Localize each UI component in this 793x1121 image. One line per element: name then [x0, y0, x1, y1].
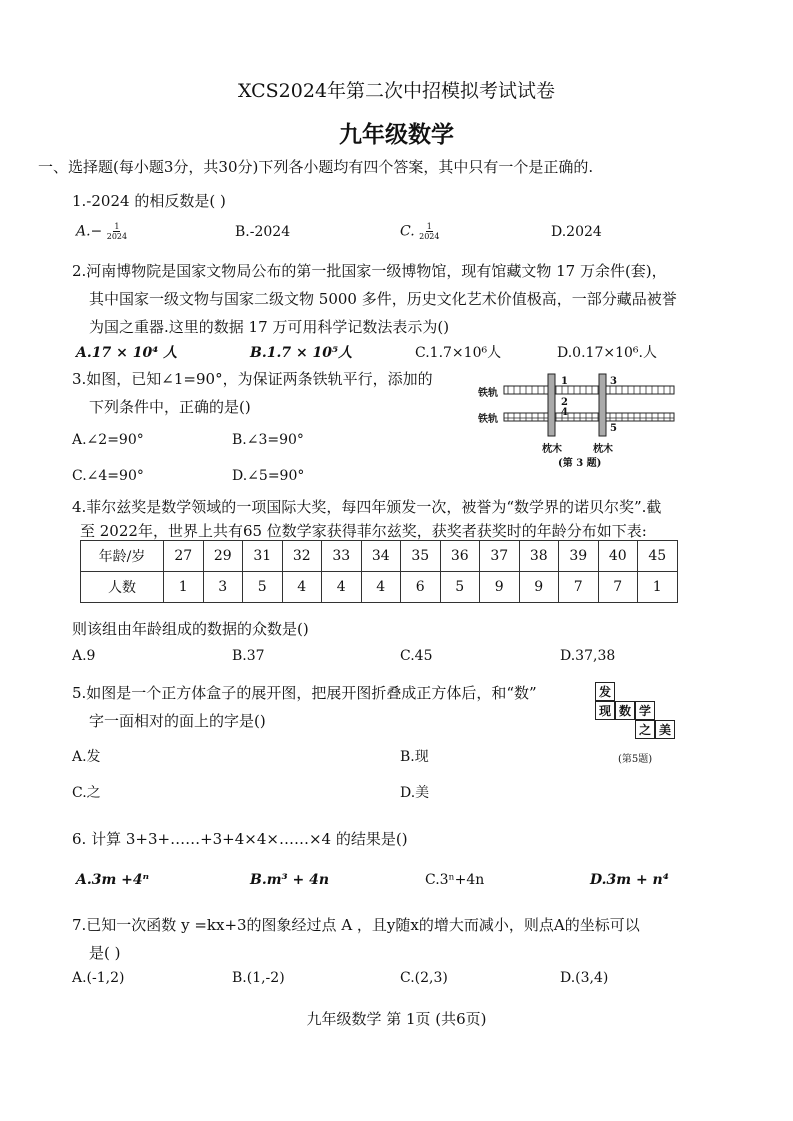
net-face-zhi: 之 — [635, 720, 655, 739]
q2-option-d: D.0.17×10⁶.人 — [557, 345, 657, 361]
net-face-fa: 发 — [595, 682, 615, 701]
table-header-age: 年龄/岁 — [81, 541, 164, 572]
railway-drawing — [478, 370, 678, 466]
age-distribution-table — [80, 540, 678, 603]
table-cell: 3 — [203, 572, 243, 603]
q7-option-a: A.(-1,2) — [72, 970, 125, 986]
q5-option-a: A.发 — [72, 749, 101, 765]
q5-option-d: D.美 — [400, 785, 430, 801]
q2-line3: 为国之重器.这里的数据 17 万可用科学记数法表示为() — [89, 318, 450, 336]
q4-option-a: A.9 — [72, 648, 96, 664]
q7-line2: 是( ) — [89, 944, 121, 962]
q7-option-d: D.(3,4) — [560, 970, 609, 986]
table-cell: 36 — [440, 541, 480, 572]
net-face-shu: 数 — [615, 701, 635, 720]
q1-c-prefix: C. — [400, 223, 415, 240]
table-cell: 1 — [638, 572, 678, 603]
angle-1-label: 1 — [561, 376, 568, 387]
q4-option-d: D.37,38 — [560, 648, 616, 664]
table-cell: 32 — [282, 541, 322, 572]
q2-option-c: C.1.7×10⁶人 — [415, 345, 502, 361]
table-cell: 9 — [519, 572, 559, 603]
table-cell: 7 — [598, 572, 638, 603]
q5-option-b: B.现 — [400, 749, 429, 765]
net-face-mei: 美 — [655, 720, 675, 739]
q4-line2: 至 2022年，世界上共有65 位数学家获得菲尔兹奖，获奖者获奖时的年龄分布如下表: — [80, 522, 647, 540]
exam-title: XCS2024年第二次中招模拟考试试卷 — [237, 80, 556, 102]
q4-line1: 4.菲尔兹奖是数学领域的一项国际大奖，每四年颁发一次，被誉为“数学界的诺贝尔奖”.截 — [72, 498, 662, 516]
angle-3-label: 3 — [610, 376, 617, 387]
table-cell: 34 — [361, 541, 401, 572]
q2-option-a: A.17 × 10⁴ 人 — [76, 345, 178, 361]
page-footer: 九年级数学 第 1页 (共6页) — [306, 1010, 487, 1028]
table-cell: 27 — [164, 541, 204, 572]
q3-option-b: B.∠3=90° — [232, 432, 304, 448]
frac-den: 2024 — [106, 232, 128, 241]
table-cell: 4 — [322, 572, 362, 603]
angle-4-label: 4 — [561, 407, 568, 418]
q1-option-b: B.-2024 — [235, 224, 291, 240]
q6-option-b: B.m³ + 4n — [250, 872, 330, 888]
q4-option-c: C.45 — [400, 648, 433, 664]
table-cell: 7 — [559, 572, 599, 603]
q7-option-b: B.(1,-2) — [232, 970, 285, 986]
table-cell: 40 — [598, 541, 638, 572]
q6-stem: 6. 计算 3+3+……+3+4×4×……×4 的结果是() — [72, 830, 408, 848]
q2-line1: 2.河南博物院是国家文物局公布的第一批国家一级博物馆，现有馆藏文物 17 万余件(套)， — [72, 262, 667, 280]
rail-label-bottom: 铁轨 — [478, 414, 498, 425]
table-cell: 4 — [361, 572, 401, 603]
q3-figure-caption: (第 3 题) — [558, 458, 602, 469]
q6-option-a: A.3m +4ⁿ — [76, 872, 150, 888]
exam-subtitle: 九年级数学 — [339, 121, 454, 148]
table-cell: 6 — [401, 572, 441, 603]
q4-option-b: B.37 — [232, 648, 265, 664]
q3-option-d: D.∠5=90° — [232, 468, 305, 484]
q1-c-fraction — [419, 222, 439, 241]
table-header-count: 人数 — [81, 572, 164, 603]
table-cell: 5 — [440, 572, 480, 603]
q1-option-a — [76, 222, 127, 241]
frac-num: 1 — [426, 222, 432, 231]
q1-a-prefix: A.− — [76, 223, 103, 240]
net-face-xue: 学 — [635, 701, 655, 720]
q1-option-c — [400, 222, 439, 241]
q3-line1: 3.如图，已知∠1=90°，为保证两条铁轨平行，添加的 — [72, 370, 433, 388]
angle-5-label: 5 — [610, 423, 617, 434]
q5-line2: 字一面相对的面上的字是() — [89, 712, 266, 730]
table-cell: 4 — [282, 572, 322, 603]
table-cell: 38 — [519, 541, 559, 572]
q1-a-fraction — [107, 222, 127, 241]
section1-heading: 一、选择题(每小题3分，共30分)下列各小题均有四个答案，其中只有一个是正确的. — [38, 158, 594, 176]
q6-option-c: C.3ⁿ+4n — [425, 872, 485, 888]
q5-figure-caption: (第5题) — [618, 754, 653, 765]
q2-option-b: B.1.7 × 10⁵人 — [250, 345, 353, 361]
q4-question: 则该组由年龄组成的数据的众数是() — [72, 620, 309, 638]
frac-num: 1 — [114, 222, 120, 231]
table-row — [81, 572, 678, 603]
angle-2-label: 2 — [561, 397, 568, 408]
q6-option-d: D.3m + n⁴ — [590, 872, 669, 888]
q3-option-c: C.∠4=90° — [72, 468, 144, 484]
q3-line2: 下列条件中，正确的是() — [89, 398, 251, 416]
rail-label-top: 铁轨 — [478, 388, 498, 399]
q3-option-a: A.∠2=90° — [72, 432, 144, 448]
q5-line1: 5.如图是一个正方体盒子的展开图，把展开图折叠成正方体后，和“数” — [72, 684, 537, 702]
table-cell: 1 — [164, 572, 204, 603]
table-cell: 31 — [243, 541, 283, 572]
table-row — [81, 541, 678, 572]
q5-option-c: C.之 — [72, 785, 101, 801]
q1-stem: 1.-2024 的相反数是( ) — [72, 192, 226, 210]
sleeper-label-left: 枕木 — [542, 444, 562, 455]
table-cell: 5 — [243, 572, 283, 603]
q1-option-d: D.2024 — [551, 224, 602, 240]
table-cell: 9 — [480, 572, 520, 603]
q7-line1: 7.已知一次函数 y =kx+3的图象经过点 A ，且y随x的增大而减小，则点A的坐标可以 — [72, 916, 640, 934]
table-cell: 29 — [203, 541, 243, 572]
table-cell: 37 — [480, 541, 520, 572]
sleeper-label-right: 枕木 — [593, 444, 613, 455]
q2-line2: 其中国家一级文物与国家二级文物 5000 多件，历史文化艺术价值极高，一部分藏品被誉 — [89, 290, 677, 308]
q7-option-c: C.(2,3) — [400, 970, 448, 986]
net-face-xian: 现 — [595, 701, 615, 720]
q3-figure — [478, 370, 678, 469]
q5-cube-net-figure — [590, 680, 690, 770]
table-cell: 35 — [401, 541, 441, 572]
table-cell: 33 — [322, 541, 362, 572]
table-cell: 39 — [559, 541, 599, 572]
frac-den: 2024 — [419, 232, 440, 241]
table-cell: 45 — [638, 541, 678, 572]
